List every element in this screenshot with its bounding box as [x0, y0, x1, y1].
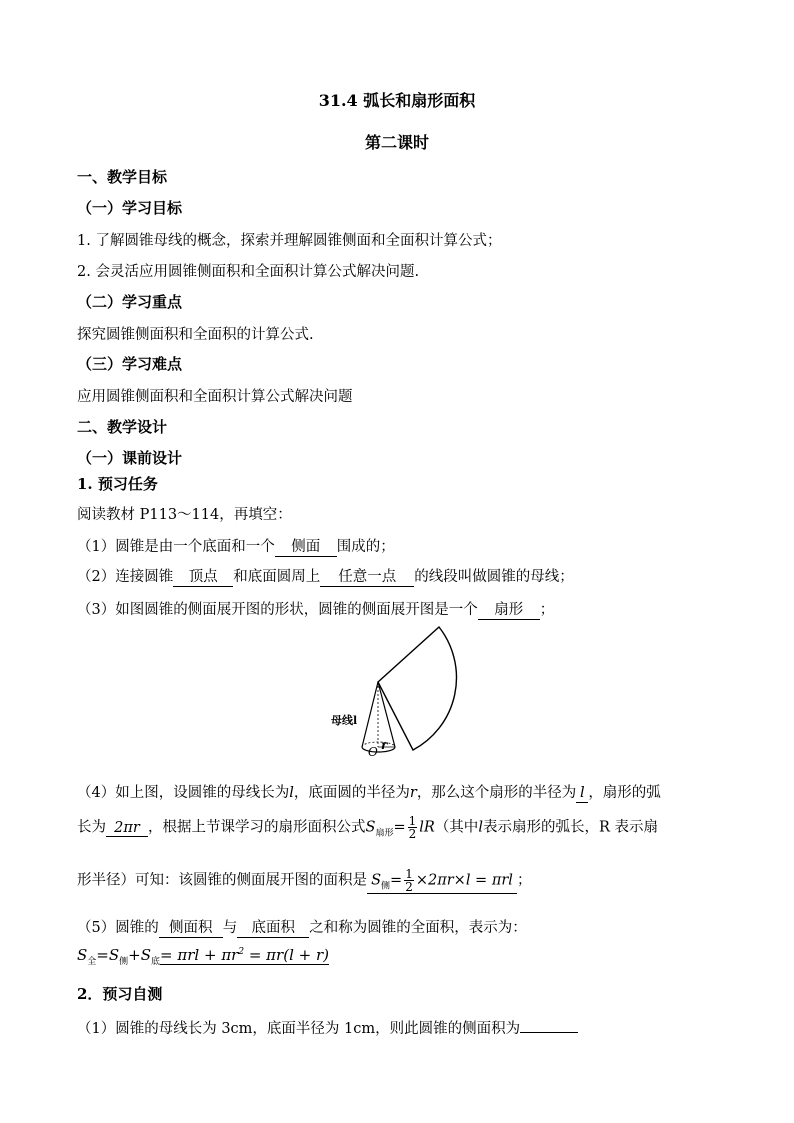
- fraction-half: $\frac{1}{2}$: [408, 814, 417, 841]
- section-heading-1: 一、教学目标: [77, 168, 168, 186]
- answer-blank-empty: [520, 1018, 578, 1033]
- answer-blank: 扇形: [478, 603, 540, 620]
- question-3: （3）如图圆锥的侧面展开图的形状，圆锥的侧面展开图是一个 扇形 ；: [77, 602, 555, 618]
- answer-blank: 任意一点: [320, 570, 414, 587]
- question-4-line-3: 形半径）可知：该圆锥的侧面展开图的面积是 $S_侧=$ $\frac{1}{2}$ ×2πr×l = πrl ；: [77, 867, 532, 894]
- question-5: （5）圆锥的 侧面积 与 底面积 之和称为圆锥的全面积，表示为：: [77, 920, 527, 936]
- difficulty-text: 应用圆锥侧面积和全面积计算公式解决问题: [77, 389, 353, 405]
- question-1: （1）圆锥是由一个底面和一个 侧面 围成的；: [77, 539, 395, 555]
- subsection-heading-focus: （二）学习重点: [77, 293, 183, 311]
- subsection-heading-pre-class: （一）课前设计: [77, 449, 183, 467]
- question-2: （2）连接圆锥 顶点 和底面圆周上 任意一点 的线段叫做圆锥的母线；: [77, 569, 574, 585]
- answer-blank-side-area: $S_侧=$ $\frac{1}{2}$ ×2πr×l = πrl: [367, 868, 517, 894]
- self-test-heading: 2．预习自测: [77, 985, 163, 1003]
- answer-blank: l: [576, 786, 588, 803]
- question-4-line-2: 长为 2πr ，根据上节课学习的扇形面积公式$S_{扇形}=$ $\frac{1}{2}$ lR（其中l表示扇形的弧长，R 表示扇: [77, 814, 658, 841]
- label-generatrix: 母线l: [331, 714, 358, 727]
- self-test-question-1: （1）圆锥的母线长为 3cm，底面半径为 1cm，则此圆锥的侧面积为: [77, 1017, 578, 1038]
- page-title: 31.4 弧长和扇形面积: [318, 91, 476, 110]
- cone-net-figure: [325, 622, 470, 764]
- total-area-formula: $S_全=S_侧+S_底= \pi rl + \pi r^2 = \pi r(l + r)$: [77, 946, 329, 967]
- focus-text: 探究圆锥侧面积和全面积的计算公式.: [77, 327, 314, 343]
- label-center: O: [368, 745, 378, 759]
- answer-blank: 2πr: [106, 821, 148, 838]
- answer-blank-total-area: = $\pi rl + \pi r^2 = \pi r(l + r)$: [160, 946, 329, 964]
- goal-2: 2. 会灵活应用圆锥侧面积和全面积计算公式解决问题.: [77, 264, 420, 280]
- subsection-heading-difficulty: （三）学习难点: [77, 355, 183, 373]
- label-radius: r: [381, 738, 388, 752]
- answer-blank: 底面积: [237, 921, 309, 938]
- reading-instruction: 阅读教材 P113～114，再填空：: [77, 507, 292, 523]
- section-heading-2: 二、教学设计: [77, 418, 168, 436]
- page-subtitle: 第二课时: [364, 133, 429, 152]
- answer-blank: 侧面积: [159, 921, 223, 938]
- goal-1: 1. 了解圆锥母线的概念，探索并理解圆锥侧面和全面积计算公式；: [77, 233, 502, 249]
- answer-blank: 顶点: [173, 570, 233, 587]
- task-heading: 1. 预习任务: [77, 475, 158, 493]
- subsection-heading-goals: （一）学习目标: [77, 199, 183, 217]
- question-4-line-1: （4）如上图，设圆锥的母线长为l，底面圆的半径为r，那么这个扇形的半径为 l ，扇形的弧: [77, 785, 661, 801]
- answer-blank: 侧面: [275, 540, 337, 557]
